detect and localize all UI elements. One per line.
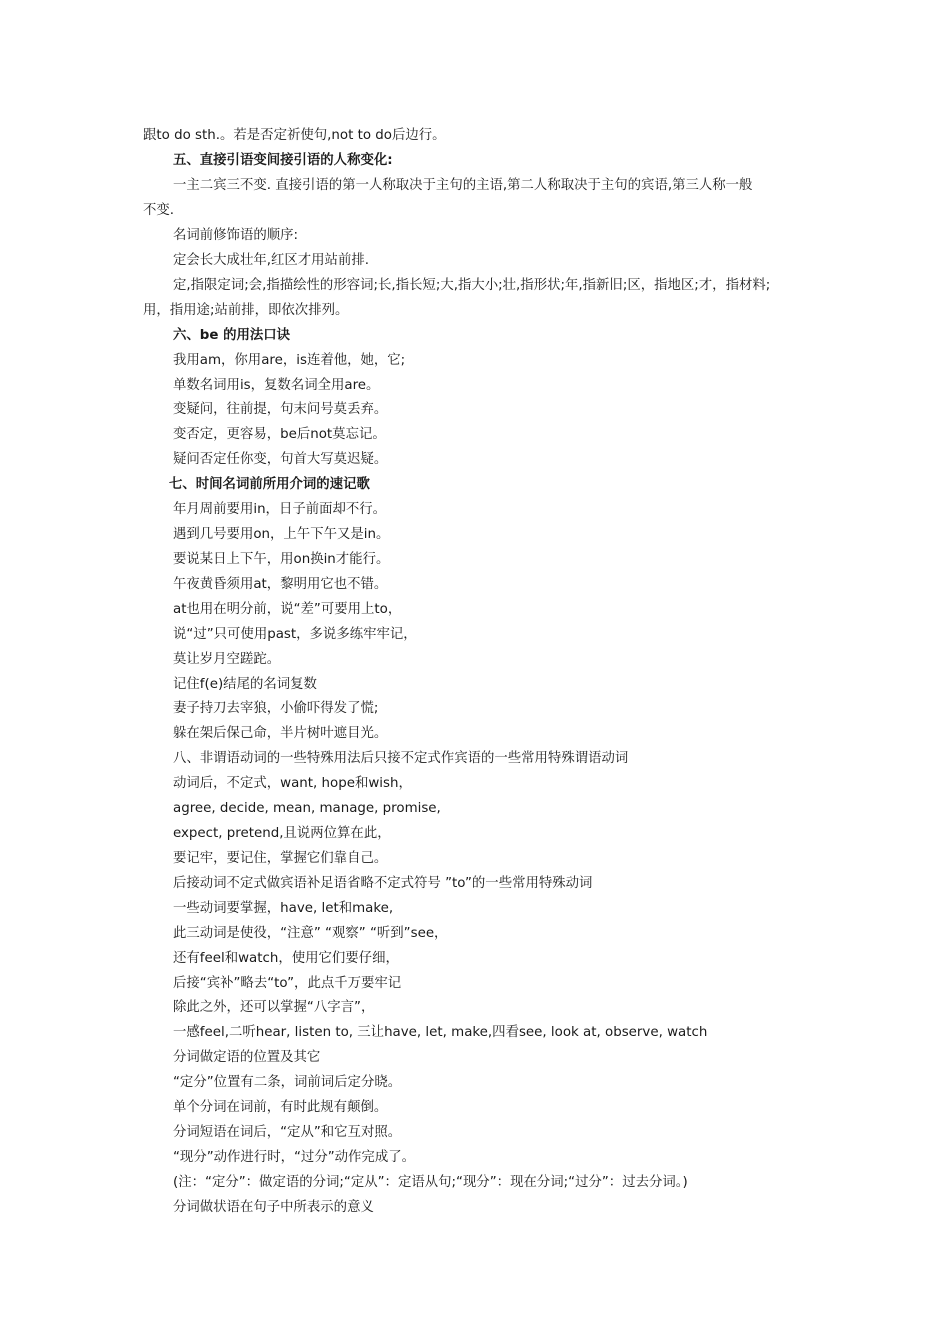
text-line: 不变. (143, 203, 175, 218)
section-heading: 七、时间名词前所用介词的速记歌 (169, 477, 370, 492)
text-line: 遇到几号要用on，上午下午又是in。 (173, 527, 390, 542)
section-heading: 五、直接引语变间接引语的人称变化: (173, 153, 393, 168)
text-line: 一些动词要掌握，have, let和make, (173, 901, 394, 916)
text-line: 一感feel,二听hear, listen to, 三让have, let, make,四看see, look at, observe, watch (173, 1025, 708, 1040)
text-line: 年月周前要用in，日子前面却不行。 (173, 502, 387, 517)
text-line: (注：“定分”：做定语的分词;“定从”：定语从句;“现分”：现在分词;“过分”：过去分词。) (173, 1175, 688, 1190)
text-line: 要记牢，要记住，掌握它们靠自己。 (173, 851, 388, 866)
text-line: 用，指用途;站前排，即依次排列。 (143, 303, 349, 318)
text-line: 此三动词是使役，“注意” “观察” “听到”see， (173, 926, 448, 941)
text-line: 分词短语在词后，“定从”和它互对照。 (173, 1125, 402, 1140)
text-line: “定分”位置有二条，词前词后定分晓。 (173, 1075, 402, 1090)
text-line: 妻子持刀去宰狼，小偷吓得发了慌; (173, 701, 379, 716)
text-line: 躲在架后保己命，半片树叶遮目光。 (173, 726, 388, 741)
text-line: 说“过”只可使用past，多说多练牢牢记， (173, 627, 417, 642)
text-line: “现分”动作进行时，“过分”动作完成了。 (173, 1150, 415, 1165)
text-line: agree, decide, mean, manage, promise, (173, 801, 441, 816)
text-line: 跟to do sth.。若是否定祈使句,not to do后边行。 (143, 128, 446, 143)
text-line: 定会长大成壮年,红区才用站前排. (173, 253, 369, 268)
text-line: 一主二宾三不变. 直接引语的第一人称取决于主句的主语,第二人称取决于主句的宾语,第三人称一般 (173, 178, 753, 193)
text-line: 八、非谓语动词的一些特殊用法后只接不定式作宾语的一些常用特殊谓语动词 (173, 751, 629, 766)
text-line: 变否定，更容易，be后not莫忘记。 (173, 427, 386, 442)
text-line: 名词前修饰语的顺序: (173, 228, 299, 243)
text-line: 动词后，不定式，want, hope和wish， (173, 776, 412, 791)
text-line: 后接动词不定式做宾语补足语省略不定式符号 ”to”的一些常用特殊动词 (173, 876, 593, 891)
text-line: 分词做定语的位置及其它 (173, 1050, 321, 1065)
text-line: 莫让岁月空蹉跎。 (173, 652, 281, 667)
text-line: 分词做状语在句子中所表示的意义 (173, 1200, 374, 1215)
section-heading: 六、be 的用法口诀 (173, 328, 291, 343)
text-line: 我用am，你用are，is连着他，她，它; (173, 353, 406, 368)
text-line: 定,指限定词;会,指描绘性的形容词;长,指长短;大,指大小;壮,指形状;年,指新旧;区，指地区;才，指材料; (173, 278, 771, 293)
text-line: at也用在明分前，说“差”可要用上to， (173, 602, 402, 617)
text-line: 后接“宾补”略去“to”，此点千万要牢记 (173, 976, 402, 991)
text-line: 单数名词用is，复数名词全用are。 (173, 378, 380, 393)
text-line: 变疑问，往前提，句末问号莫丢弃。 (173, 402, 388, 417)
text-line: 要说某日上下午，用on换in才能行。 (173, 552, 390, 567)
text-line: 还有feel和watch，使用它们要仔细， (173, 951, 399, 966)
text-line: 午夜黄昏须用at，黎明用它也不错。 (173, 577, 388, 592)
text-line: expect, pretend,且说两位算在此， (173, 826, 391, 841)
text-line: 单个分词在词前，有时此规有颠倒。 (173, 1100, 388, 1115)
text-line: 疑问否定任你变，句首大写莫迟疑。 (173, 452, 388, 467)
text-line: 除此之外，还可以掌握“八字言”， (173, 1000, 375, 1015)
text-line: 记住f(e)结尾的名词复数 (173, 677, 317, 692)
